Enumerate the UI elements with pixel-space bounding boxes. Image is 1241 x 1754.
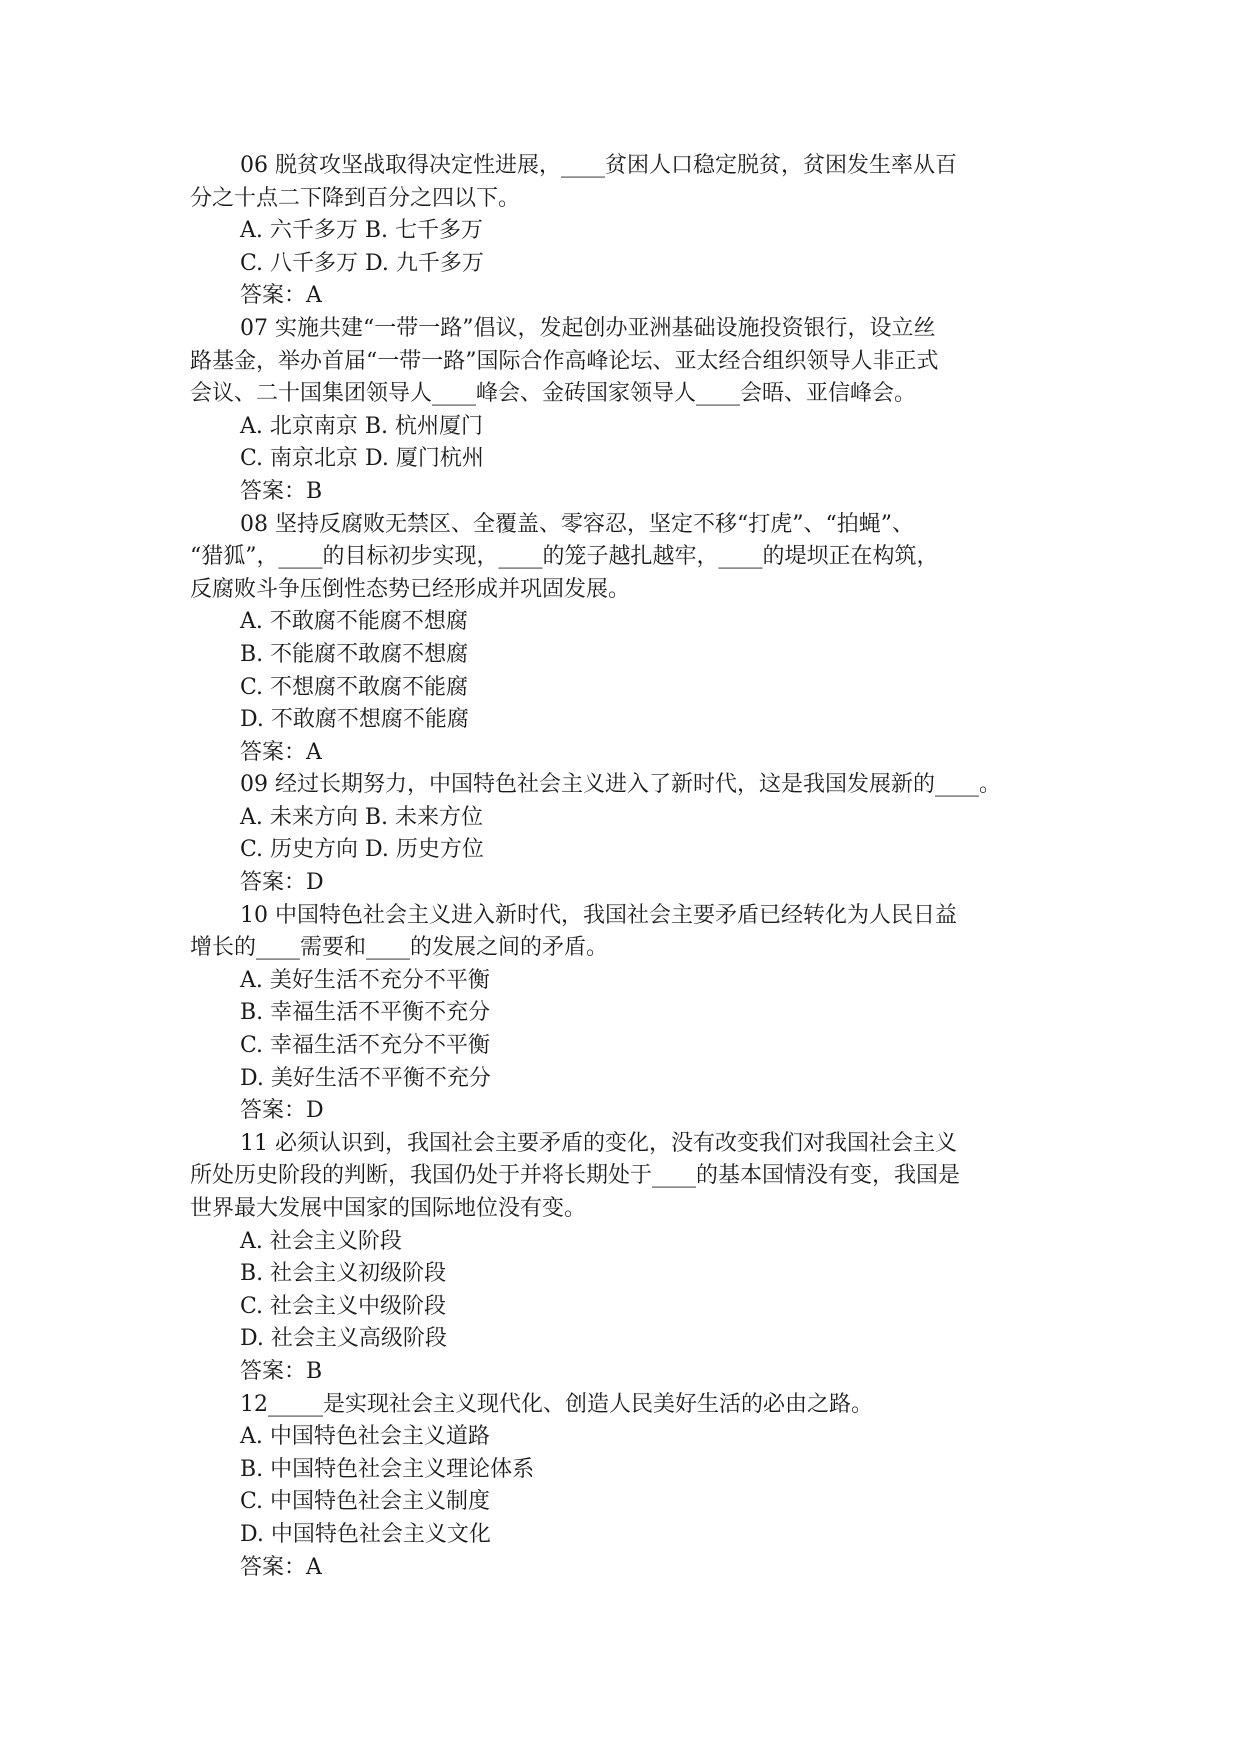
question-09 — [190, 769, 1060, 899]
option-line: A. 社会主义阶段 — [240, 1228, 402, 1254]
question-text: 08 坚持反腐败无禁区、全覆盖、零容忍，坚定不移“打虎”、“拍蝇”、 — [240, 511, 914, 537]
question-text: 增长的____需要和____的发展之间的矛盾。 — [190, 935, 609, 961]
question-11 — [190, 1128, 1060, 1389]
option-line: B. 幸福生活不平衡不充分 — [240, 1000, 491, 1026]
question-text: 06 脱贫攻坚战取得决定性进展，____贫困人口稳定脱贫，贫困发生率从百 — [240, 153, 957, 178]
answer-line: 答案：A — [240, 283, 322, 309]
answer-line: 答案：B — [240, 478, 323, 504]
option-line: A. 美好生活不充分不平衡 — [240, 967, 490, 993]
option-line: C. 历史方向 D. 历史方位 — [240, 837, 484, 863]
option-line: C. 不想腐不敢腐不能腐 — [240, 674, 469, 700]
option-line: D. 不敢腐不想腐不能腐 — [240, 707, 469, 733]
answer-line: 答案：D — [240, 870, 324, 896]
question-text: 07 实施共建“一带一路”倡议，发起创办亚洲基础设施投资银行，设立丝 — [240, 315, 936, 341]
option-line: A. 未来方向 B. 未来方位 — [240, 804, 484, 830]
question-07 — [190, 313, 1060, 509]
option-line: A. 北京南京 B. 杭州厦门 — [240, 413, 484, 439]
option-line: A. 六千多万 B. 七千多万 — [240, 218, 484, 244]
question-08 — [190, 509, 1060, 770]
option-line: B. 社会主义初级阶段 — [240, 1261, 447, 1287]
question-10 — [190, 900, 1060, 1128]
question-text: 分之十点二下降到百分之四以下。 — [190, 185, 521, 211]
option-line: C. 南京北京 D. 厦门杭州 — [240, 446, 484, 472]
answer-line: 答案：D — [240, 1098, 324, 1124]
question-text: “猎狐”，____的目标初步实现，____的笼子越扎越牢，____的堤坝正在构筑， — [190, 544, 939, 570]
option-line: A. 中国特色社会主义道路 — [240, 1424, 490, 1450]
option-line: B. 中国特色社会主义理论体系 — [240, 1456, 535, 1482]
option-line: C. 幸福生活不充分不平衡 — [240, 1033, 491, 1059]
question-text: 11 必须认识到，我国社会主要矛盾的变化，没有改变我们对我国社会主义 — [240, 1130, 957, 1156]
question-text: 所处历史阶段的判断，我国仍处于并将长期处于____的基本国情没有变，我国是 — [190, 1163, 961, 1189]
option-line: D. 社会主义高级阶段 — [240, 1326, 447, 1352]
option-line: C. 中国特色社会主义制度 — [240, 1489, 491, 1515]
question-text: 会议、二十国集团领导人____峰会、金砖国家领导人____会晤、亚信峰会。 — [190, 381, 917, 407]
option-line: D. 美好生活不平衡不充分 — [240, 1065, 491, 1091]
question-text: 反腐败斗争压倒性态势已经形成并巩固发展。 — [190, 576, 631, 602]
option-line: B. 不能腐不敢腐不想腐 — [240, 641, 469, 667]
answer-line: 答案：A — [240, 739, 322, 765]
question-06 — [190, 150, 1060, 313]
question-text: 世界最大发展中国家的国际地位没有变。 — [190, 1196, 587, 1221]
answer-line: 答案：A — [240, 1554, 322, 1580]
question-12 — [190, 1389, 1060, 1585]
option-line: D. 中国特色社会主义文化 — [240, 1521, 491, 1547]
question-text: 10 中国特色社会主义进入新时代，我国社会主要矛盾已经转化为人民日益 — [240, 902, 957, 928]
option-line: C. 八千多万 D. 九千多万 — [240, 250, 484, 276]
question-text: 路基金，举办首届“一带一路”国际合作高峰论坛、亚太经合组织领导人非正式 — [190, 348, 939, 374]
option-line: A. 不敢腐不能腐不想腐 — [240, 609, 468, 635]
question-text: 12_____是实现社会主义现代化、创造人民美好生活的必由之路。 — [240, 1391, 873, 1417]
answer-line: 答案：B — [240, 1358, 323, 1384]
document-page — [190, 150, 1060, 1584]
question-text: 09 经过长期努力，中国特色社会主义进入了新时代，这是我国发展新的____。 — [240, 772, 1001, 798]
option-line: C. 社会主义中级阶段 — [240, 1293, 447, 1319]
